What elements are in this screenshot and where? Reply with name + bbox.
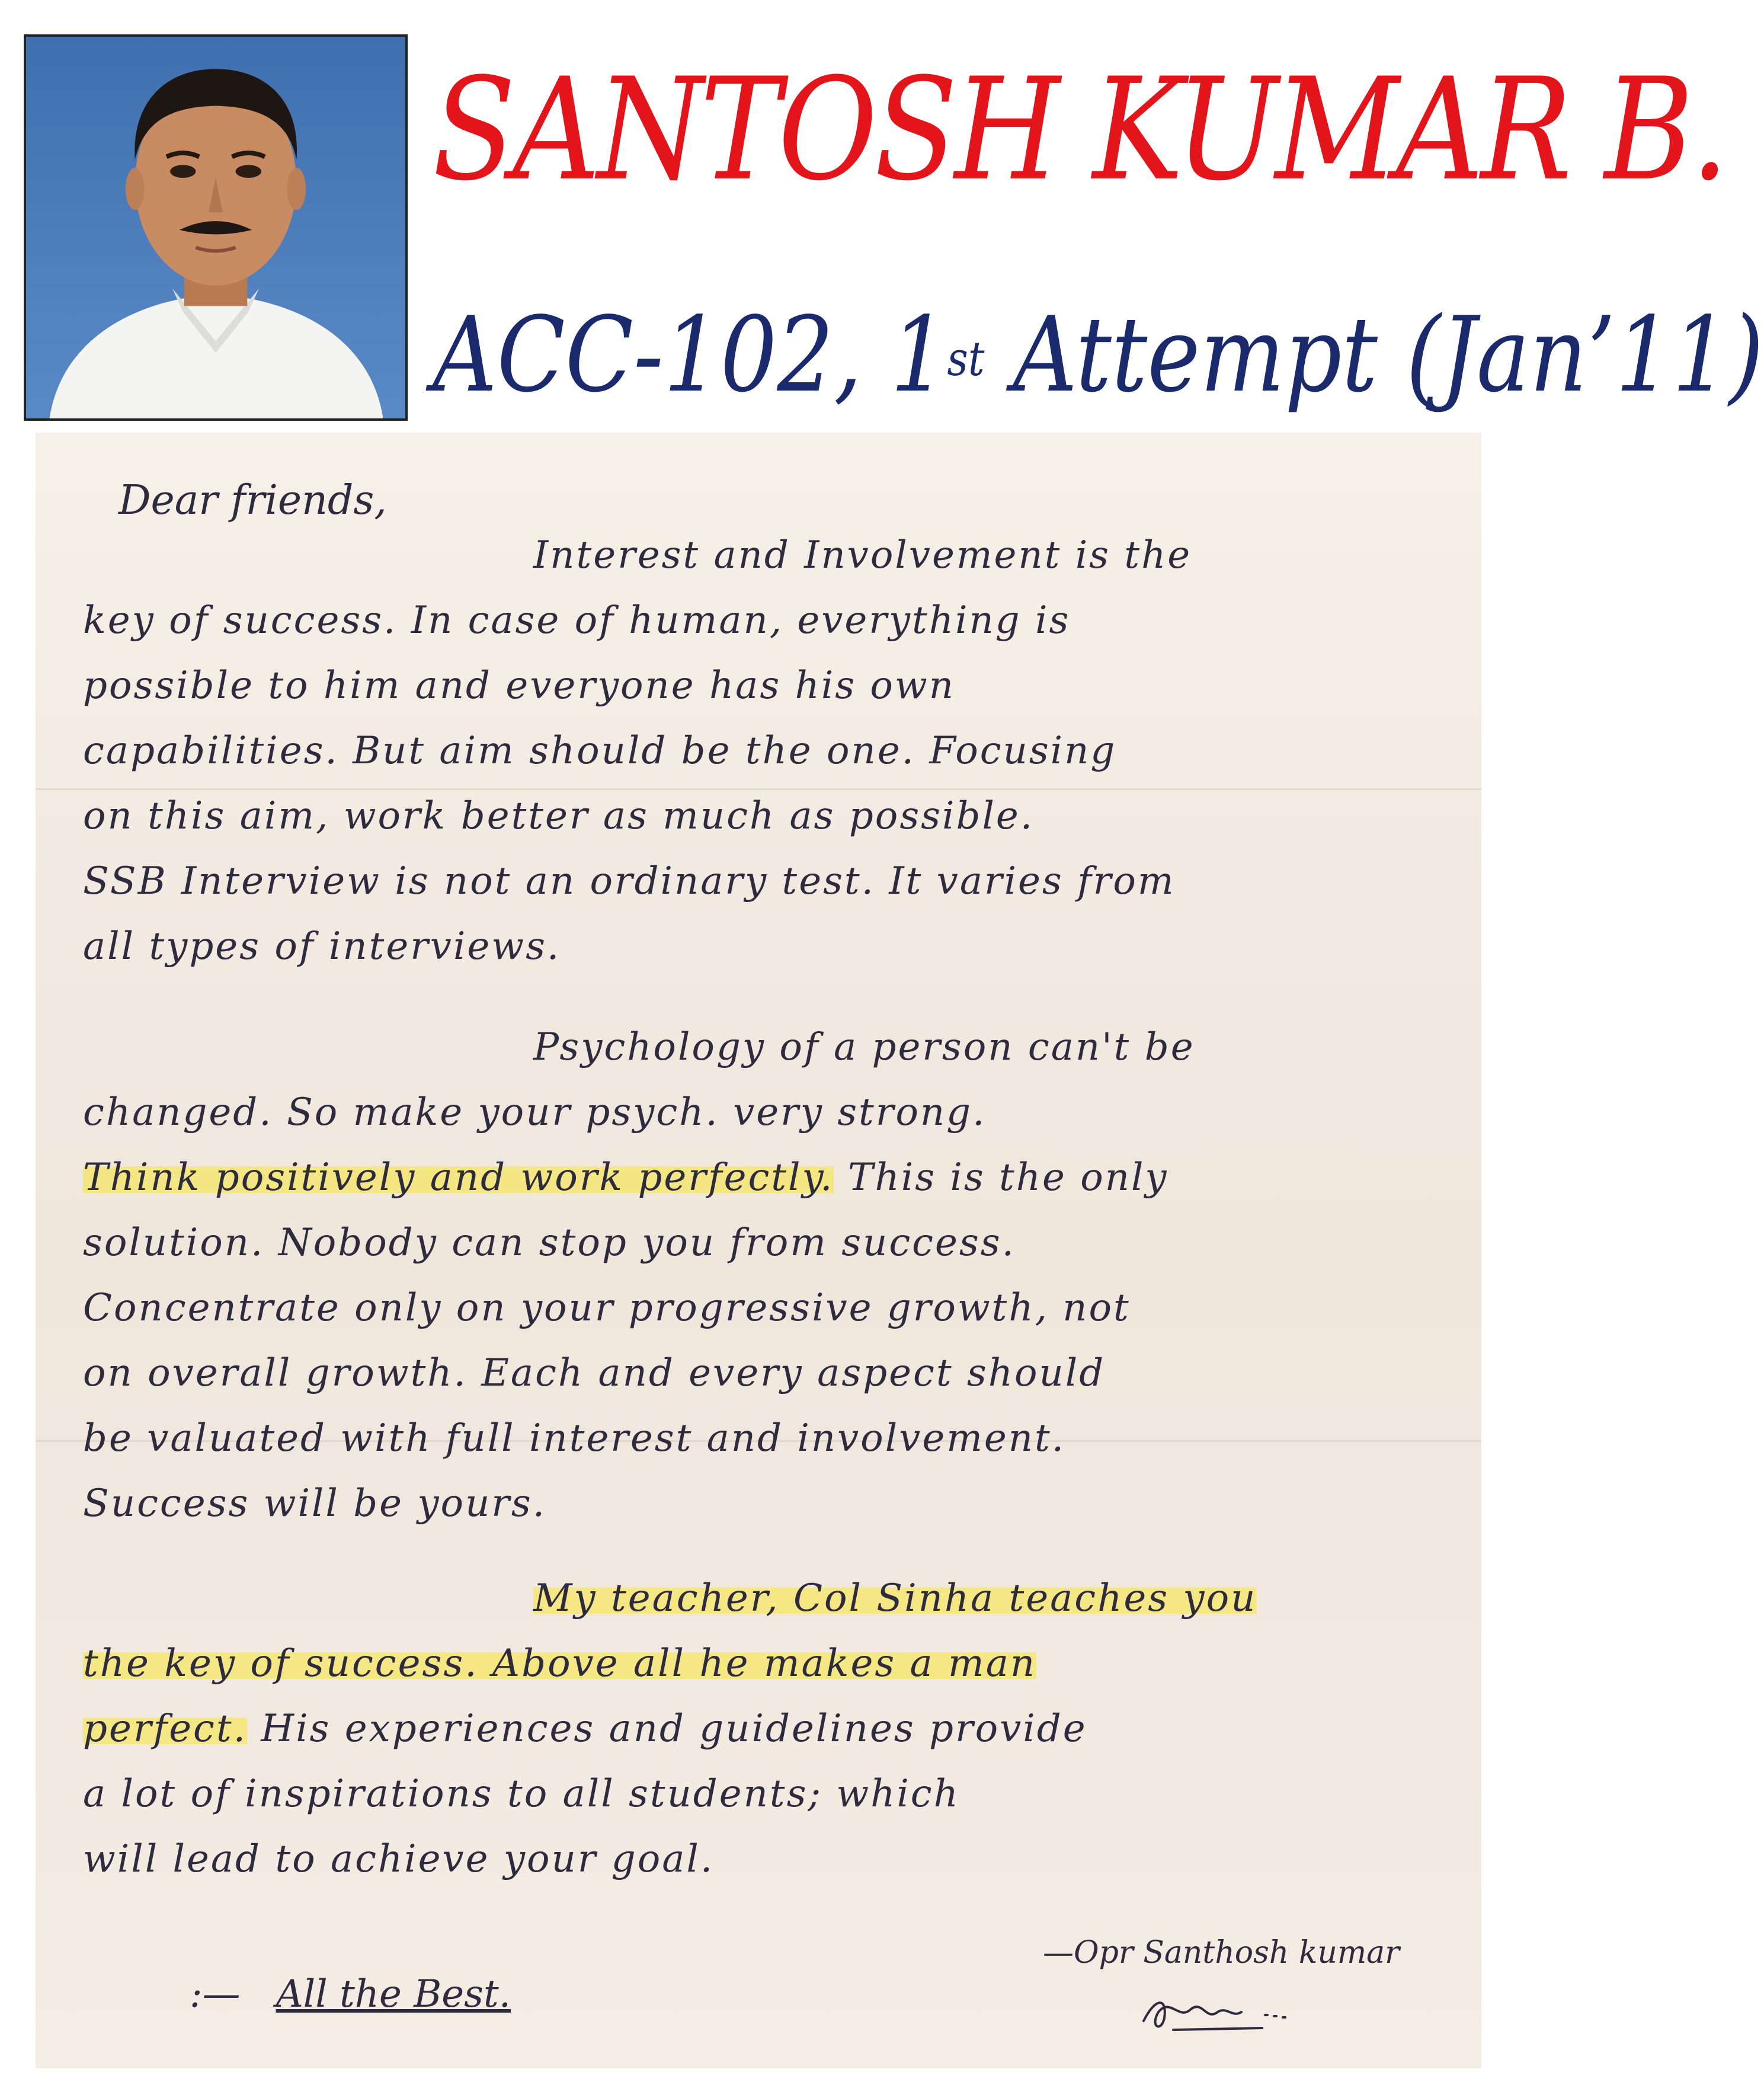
line-text: capabilities. But aim should be the one. Focusing [83, 729, 1117, 773]
letter-line [83, 1221, 1458, 1286]
letter-line [83, 1642, 1458, 1707]
course-attempt-subtitle [433, 295, 1764, 415]
letter-line [83, 729, 1458, 794]
line-text: His experiences and guidelines provide [246, 1707, 1087, 1751]
line-text: a lot of inspirations to all students; which [83, 1772, 960, 1816]
letter-line [83, 1090, 1458, 1156]
highlighted-text: My teacher, Col Sinha teaches you [533, 1576, 1257, 1620]
line-text: on overall growth. Each and every aspect should [83, 1351, 1106, 1395]
letter-paragraph-2 [83, 1025, 1458, 1547]
line-text: solution. Nobody can stop you from success. [83, 1221, 1016, 1265]
letter-paragraph-1 [83, 533, 1458, 990]
profile-photo [24, 34, 408, 421]
letter-signer: —Opr Santhosh kumar [1043, 1935, 1400, 1971]
subtitle-ordinal: st [947, 331, 985, 386]
subtitle-course: ACC-102, 1 [433, 295, 947, 415]
line-text: be valuated with full interest and involvement. [83, 1416, 1066, 1460]
highlighted-text: Think positively and work perfectly. [83, 1156, 834, 1200]
line-text: This is the only [834, 1156, 1168, 1200]
letter-greeting: Dear friends, [119, 477, 387, 524]
line-text: Success will be yours. [83, 1482, 547, 1525]
letter-line [83, 533, 1458, 599]
line-text: changed. So make your psych. very strong. [83, 1090, 987, 1134]
closing-mark: :— [190, 1972, 241, 2016]
letter-line [83, 1286, 1458, 1351]
highlighted-text: perfect. [83, 1707, 247, 1751]
letter-line [83, 664, 1458, 729]
portrait-image [26, 37, 405, 418]
letter-line [83, 859, 1458, 925]
letter-line [83, 1156, 1458, 1221]
letter-line [83, 1576, 1458, 1642]
subtitle-attempt: Attempt (Jan’11) [984, 295, 1764, 415]
letter-line [83, 925, 1458, 990]
handwritten-letter [36, 433, 1481, 2068]
letter-line [83, 794, 1458, 859]
letter-paragraph-3 [83, 1576, 1458, 1902]
closing-text: All the Best. [276, 1972, 511, 2016]
letter-line [83, 1416, 1458, 1482]
letter-line [83, 1482, 1458, 1547]
letter-line [83, 599, 1458, 664]
letter-line [83, 1707, 1458, 1772]
line-text: Psychology of a person can't be [533, 1025, 1195, 1069]
letter-line [83, 1772, 1458, 1837]
line-text: will lead to achieve your goal. [83, 1837, 715, 1881]
letter-line [83, 1837, 1458, 1902]
line-text: Concentrate only on your progressive growth, not [83, 1286, 1131, 1330]
letter-closing [190, 1962, 511, 2027]
line-text: key of success. In case of human, everything is [83, 599, 1071, 642]
line-text: on this aim, work better as much as possible. [83, 794, 1035, 838]
line-text: SSB Interview is not an ordinary test. It varies from [83, 859, 1176, 903]
handwritten-signature [1138, 1985, 1292, 2039]
line-text: all types of interviews. [83, 925, 561, 968]
letter-line [83, 1025, 1458, 1090]
line-text: Interest and Involvement is the [533, 533, 1192, 577]
line-text: possible to him and everyone has his own [83, 664, 955, 708]
letter-line [83, 1351, 1458, 1416]
highlighted-text: the key of success. Above all he makes a man [83, 1642, 1037, 1685]
candidate-name: SANTOSH KUMAR B. [433, 48, 1726, 212]
